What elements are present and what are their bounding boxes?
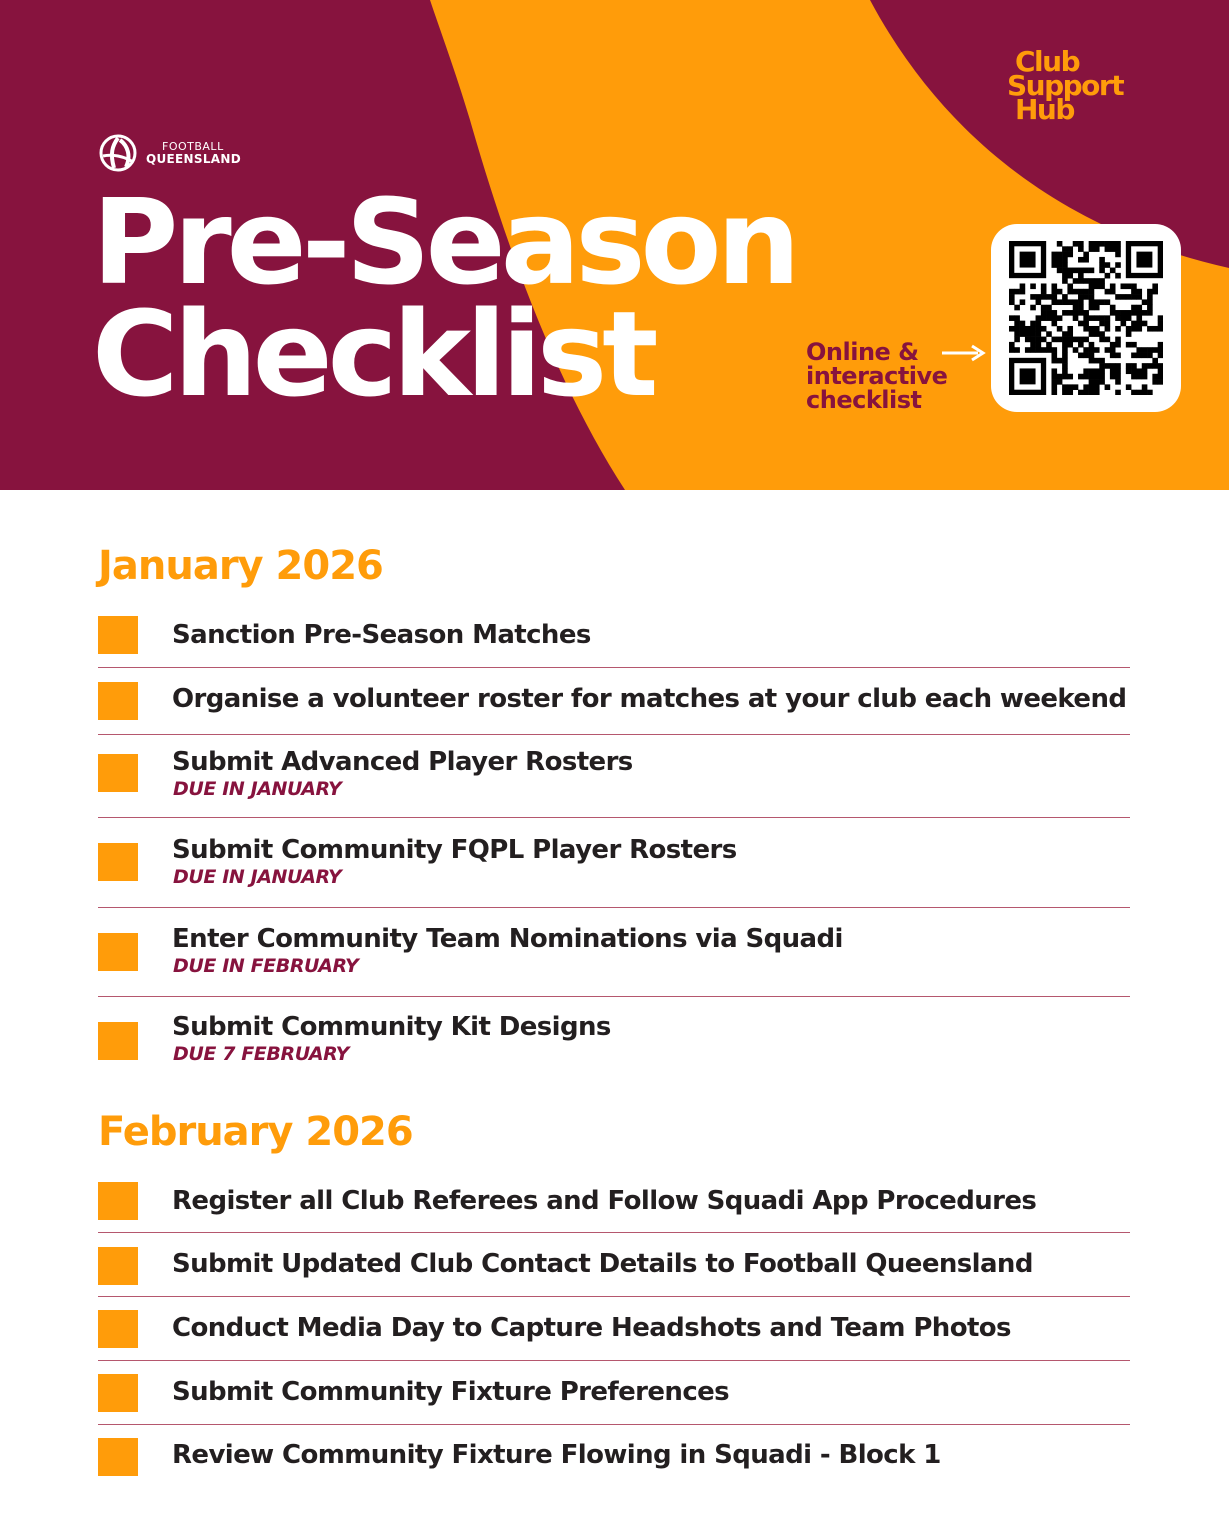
- hub-logo-line1: Club: [1015, 45, 1080, 78]
- title-line2: Checklist: [92, 285, 654, 423]
- divider: [98, 817, 1130, 818]
- checklist-item-label: Submit Community Fixture Preferences: [172, 1377, 730, 1407]
- month-heading-january: January 2026: [98, 543, 383, 589]
- checklist-item-label: Submit Community Kit Designs: [172, 1012, 611, 1042]
- checklist-item-label: Review Community Fixture Flowing in Squadi - Block 1: [172, 1440, 941, 1470]
- online-checklist-note: [806, 340, 947, 412]
- org-name-line1: FOOTBALL: [162, 140, 224, 153]
- online-note-line3: checklist: [806, 386, 922, 414]
- checkbox[interactable]: [98, 1247, 138, 1285]
- divider: [98, 907, 1130, 908]
- checklist-item-label: Register all Club Referees and Follow Squadi App Procedures: [172, 1186, 1037, 1216]
- month-heading-february: February 2026: [98, 1109, 413, 1155]
- online-note-line1: Online &: [806, 338, 919, 366]
- checklist-item-label: Conduct Media Day to Capture Headshots and Team Photos: [172, 1313, 1011, 1343]
- divider: [98, 996, 1130, 997]
- checkbox[interactable]: [98, 754, 138, 792]
- checklist-item-label: Organise a volunteer roster for matches at your club each weekend: [172, 684, 1127, 714]
- checkbox[interactable]: [98, 1310, 138, 1348]
- qr-code-icon[interactable]: [1009, 241, 1163, 395]
- arrow-right-icon: [940, 340, 986, 364]
- due-date-label: DUE IN FEBRUARY: [173, 955, 359, 977]
- checkbox[interactable]: [98, 1374, 138, 1412]
- divider: [98, 667, 1130, 668]
- divider: [98, 1296, 1130, 1297]
- online-note-line2: interactive: [806, 362, 948, 390]
- due-date-label: DUE IN JANUARY: [173, 866, 342, 888]
- checklist-item-label: Submit Updated Club Contact Details to Football Queensland: [172, 1249, 1033, 1279]
- football-queensland-logo-icon: [98, 134, 138, 172]
- qr-code-card[interactable]: [991, 224, 1181, 412]
- header-banner: [0, 0, 1229, 490]
- hub-logo-line2: Support: [1007, 69, 1124, 102]
- checkbox[interactable]: [98, 616, 138, 654]
- checkbox[interactable]: [98, 933, 138, 971]
- checklist-item-label: Submit Advanced Player Rosters: [172, 747, 633, 777]
- hub-logo-line3: Hub: [1015, 93, 1074, 126]
- divider: [98, 734, 1130, 735]
- checklist-item-label: Enter Community Team Nominations via Squadi: [172, 924, 843, 954]
- org-name-line2: QUEENSLAND: [146, 152, 241, 166]
- checklist-item-label: Submit Community FQPL Player Rosters: [172, 835, 737, 865]
- club-support-hub-logo: [1007, 45, 1157, 126]
- checkbox[interactable]: [98, 1438, 138, 1476]
- checkbox[interactable]: [98, 682, 138, 720]
- checkbox[interactable]: [98, 1182, 138, 1220]
- checkbox[interactable]: [98, 1022, 138, 1060]
- due-date-label: DUE 7 FEBRUARY: [173, 1043, 350, 1065]
- divider: [98, 1360, 1130, 1361]
- due-date-label: DUE IN JANUARY: [173, 778, 342, 800]
- title-line1: Pre-Season: [92, 173, 796, 311]
- checklist-item-label: Sanction Pre-Season Matches: [172, 620, 591, 650]
- checkbox[interactable]: [98, 843, 138, 881]
- football-queensland-logo: [98, 134, 241, 172]
- page-title: [92, 173, 796, 423]
- divider: [98, 1232, 1130, 1233]
- divider: [98, 1424, 1130, 1425]
